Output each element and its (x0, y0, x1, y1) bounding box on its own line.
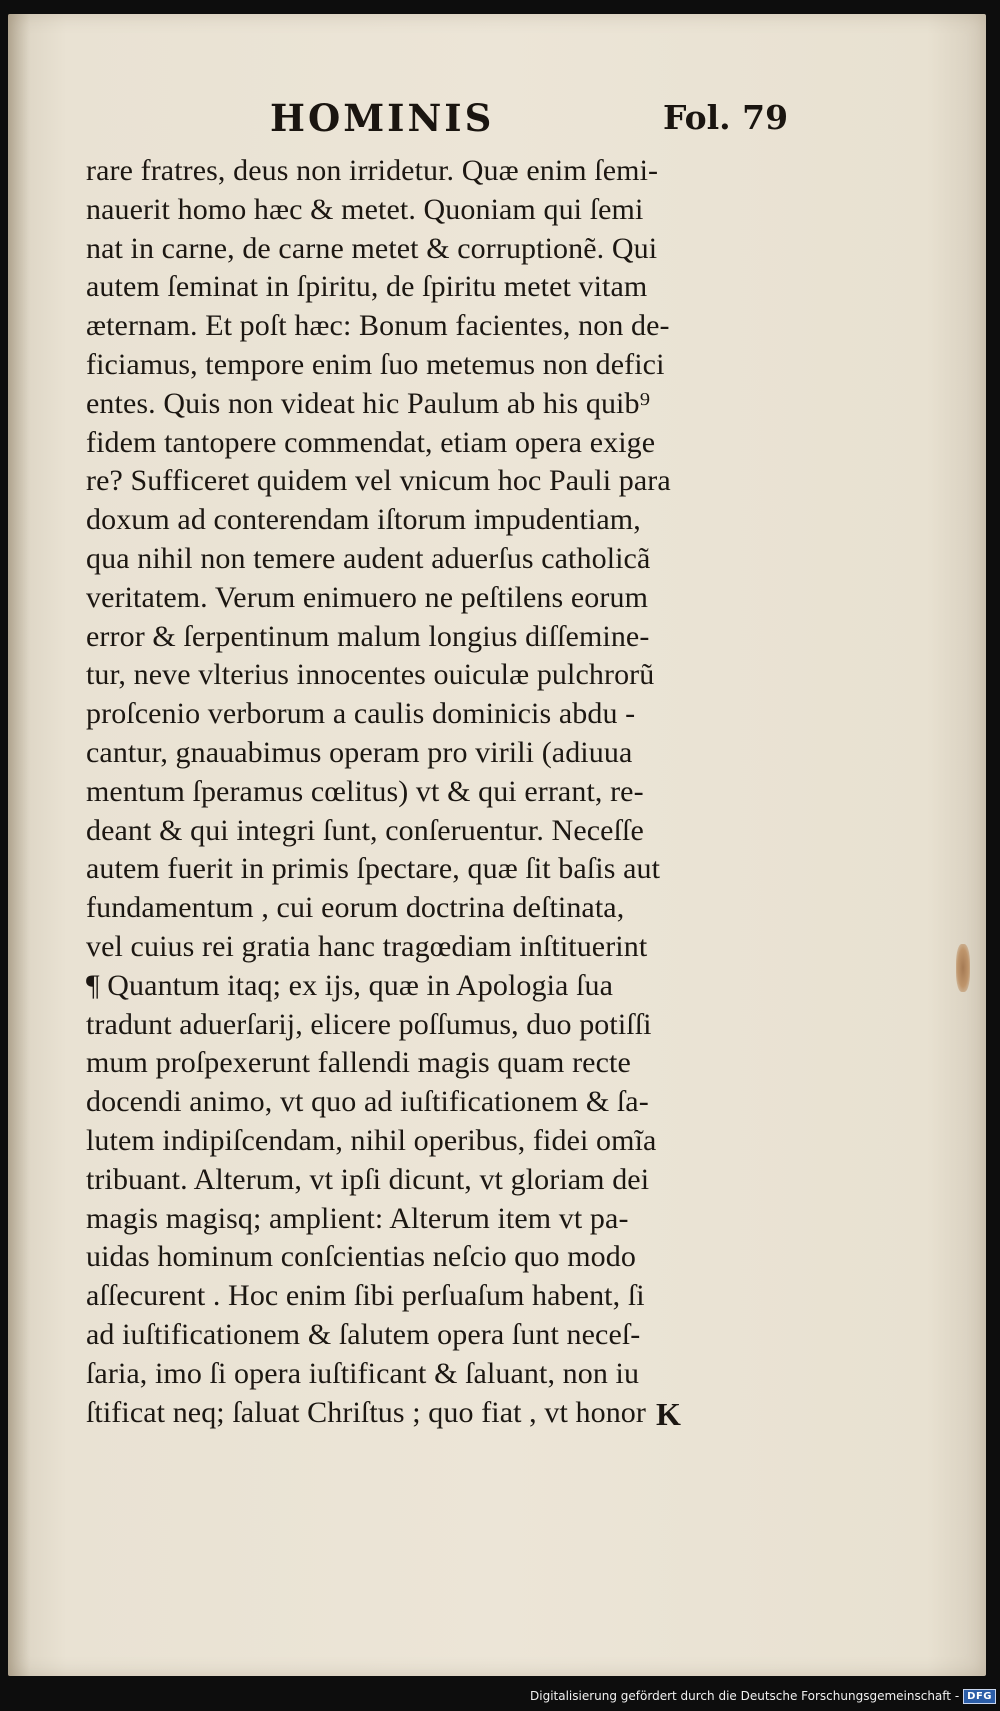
text-line: autem fuerit in primis ſpectare, quæ ſit baſis aut (86, 852, 661, 886)
signature-mark: K (656, 1396, 681, 1432)
text-line: aſſecurent . Hoc enim ſibi perſuaſum habent, ſi (86, 1279, 645, 1313)
text-line: uidas hominum conſcientias neſcio quo modo (86, 1240, 636, 1274)
text-line: tur, neve vlterius innocentes ouiculæ pulchrorũ (86, 658, 655, 692)
ink-stain (956, 944, 970, 992)
text-line: deant & qui integri ſunt, conſeruentur. Neceſſe (86, 813, 644, 847)
text-line: ficiamus, tempore enim ſuo metemus non defici (86, 347, 665, 381)
text-line: doxum ad conterendam iſtorum impudentiam, (86, 503, 641, 537)
text-line: qua nihil non temere audent aduerſus catholicã (86, 541, 651, 575)
credit-text: Digitalisierung gefördert durch die Deutsche Forschungsgemeinschaft - (530, 1689, 960, 1703)
text-line: magis magisq; amplient: Alterum item vt pa- (86, 1201, 629, 1235)
text-line: ¶ Quantum itaq; ex ijs, quæ in Apologia ſua (86, 968, 614, 1002)
text-line: nat in carne, de carne metet & corruptionẽ. Qui (86, 231, 658, 265)
text-line: tribuant. Alterum, vt ipſi dicunt, vt gloriam dei (86, 1162, 650, 1196)
text-line: fundamentum , cui eorum doctrina deſtinata, (86, 891, 625, 925)
text-line: ſtificat neq; ſaluat Chriſtus ; quo fiat , vt honor (86, 1395, 646, 1429)
text-line: mum proſpexerunt fallendi magis quam recte (86, 1046, 631, 1080)
text-line: rare fratres, deus non irridetur. Quæ enim ſemi- (86, 154, 659, 187)
body-text (86, 152, 808, 1432)
text-line: cantur, gnauabimus operam pro virili (adiuua (86, 735, 633, 769)
text-line: error & ſerpentinum malum longius diſſemine- (86, 619, 650, 653)
running-head: HOMINIS (270, 96, 495, 140)
folio-number: Fol. 79 (663, 98, 789, 137)
text-line: ad iuſtificationem & ſalutem opera ſunt neceſ- (86, 1317, 641, 1351)
dfg-logo-icon: DFG (963, 1689, 996, 1704)
text-line: æternam. Et poſt hæc: Bonum facientes, non de- (86, 309, 670, 343)
text-line: nauerit homo hæc & metet. Quoniam qui ſemi (86, 192, 644, 226)
text-line: autem ſeminat in ſpiritu, de ſpiritu metet vitam (86, 270, 648, 304)
text-line: tradunt aduerſarij, elicere poſſumus, duo potiſſi (86, 1007, 652, 1041)
text-line: mentum ſperamus cœlitus) vt & qui errant, re- (86, 774, 644, 808)
book-page (8, 14, 986, 1676)
text-line: vel cuius rei gratia hanc tragœdiam inſtituerint (86, 929, 648, 963)
text-line: docendi animo, vt quo ad iuſtificationem & ſa- (86, 1085, 649, 1119)
digitization-credit (530, 1685, 996, 1707)
text-line: ſaria, imo ſi opera iuſtificant & ſaluant, non iu (86, 1356, 640, 1390)
text-line: lutem indipiſcendam, nihil operibus, fidei omĩa (86, 1123, 657, 1157)
text-line: veritatem. Verum enimuero ne peſtilens eorum (86, 580, 649, 614)
text-line: re? Sufficeret quidem vel vnicum hoc Pauli para (86, 464, 671, 498)
text-line: entes. Quis non videat hic Paulum ab his quib⁹ (86, 386, 651, 420)
text-line: fidem tantopere commendat, etiam opera exige (86, 425, 656, 459)
text-line: proſcenio verborum a caulis dominicis abdu - (86, 697, 636, 731)
